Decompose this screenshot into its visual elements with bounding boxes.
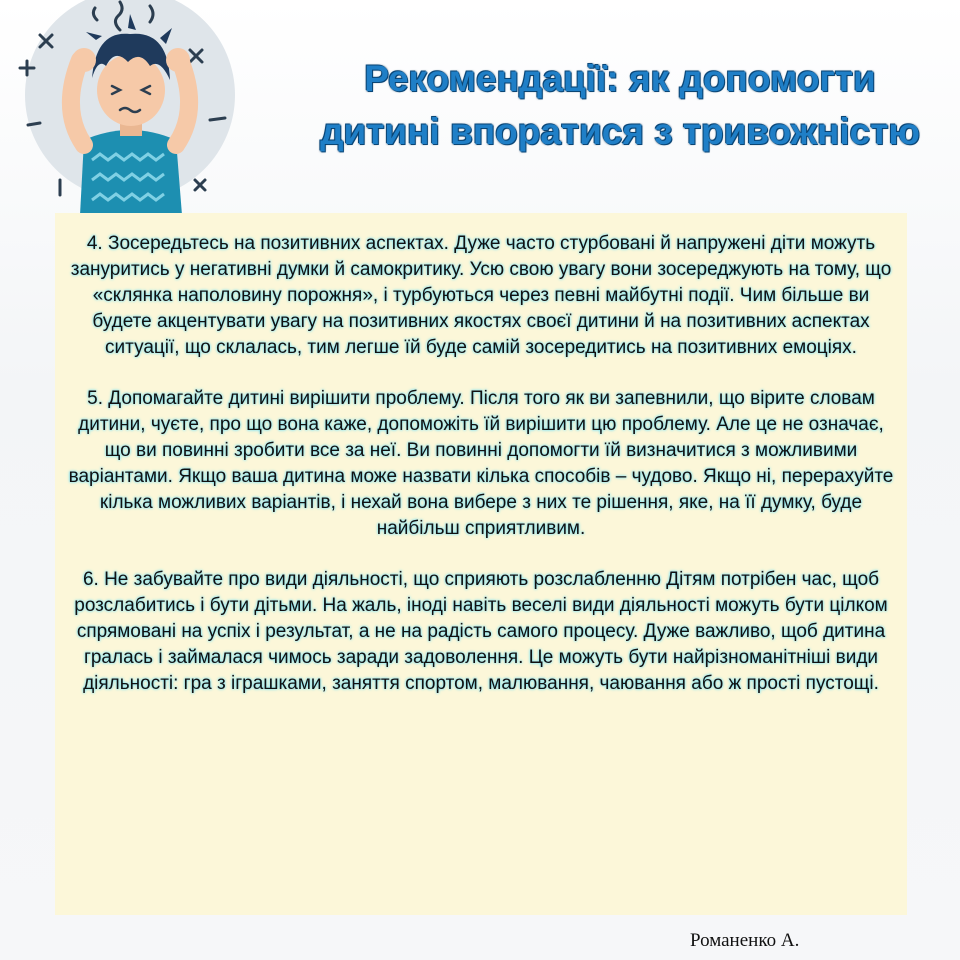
- page-title: Рекомендації: як допомогти дитині впоратися з тривожністю: [320, 58, 920, 152]
- recommendation-text: Допомагайте дитині вирішити проблему. Після того як ви запевнили, що вірите словам дитини, чуєте, про що вона каже, допоможіть їй вирішити цю проблему. Але це не означає, що ви повинні зробити все за неї. Ви повинні допомогти їй визначитися з можливими варіантами. Якщо ваша дитина може назвати кілька способів – чудово. Якщо ні, перерахуйте кілька можливих варіантів, і нехай вона вибере з них те рішення, яке, на її думку, буде найбільш сприятливим.: [68, 388, 894, 539]
- stressed-child-icon: [0, 0, 250, 220]
- recommendation-item: [66, 567, 896, 697]
- recommendation-text: Зосередьтесь на позитивних аспектах. Дуже часто стурбовані й напружені діти можуть зануритись у негативні думки й самокритику. Усю свою увагу вони зосереджують на тому, що «склянка наполовину порожня», і турбуються через певні майбутні події. Чим більше ви будете акцентувати увагу на позитивних якостях своєї дитини й на позитивних аспектах ситуації, що склалась, тим легше їй буде самій зосередитись на позитивних емоціях.: [70, 233, 892, 358]
- recommendations-card: [55, 213, 907, 915]
- recommendation-text: Не забувайте про види діяльності, що сприяють розслабленню Дітям потрібен час, щоб розслабитись і бути дітьми. На жаль, іноді навіть веселі види діяльності можуть бути цілком спрямовані на успіх і результат, а не на радість самого процесу. Дуже важливо, щоб дитина гралась і займалася чимось заради задоволення. Це можуть бути найрізноманітніші види діяльності: гра з іграшками, заняття спортом, малювання, чаювання або ж прості пустощі.: [74, 569, 888, 694]
- recommendation-number: 5.: [87, 388, 104, 409]
- recommendation-item: [66, 231, 896, 361]
- author-signature: Романенко А.: [690, 930, 800, 951]
- recommendation-number: 6.: [82, 569, 99, 590]
- recommendation-item: [66, 386, 896, 542]
- recommendation-number: 4.: [86, 233, 103, 254]
